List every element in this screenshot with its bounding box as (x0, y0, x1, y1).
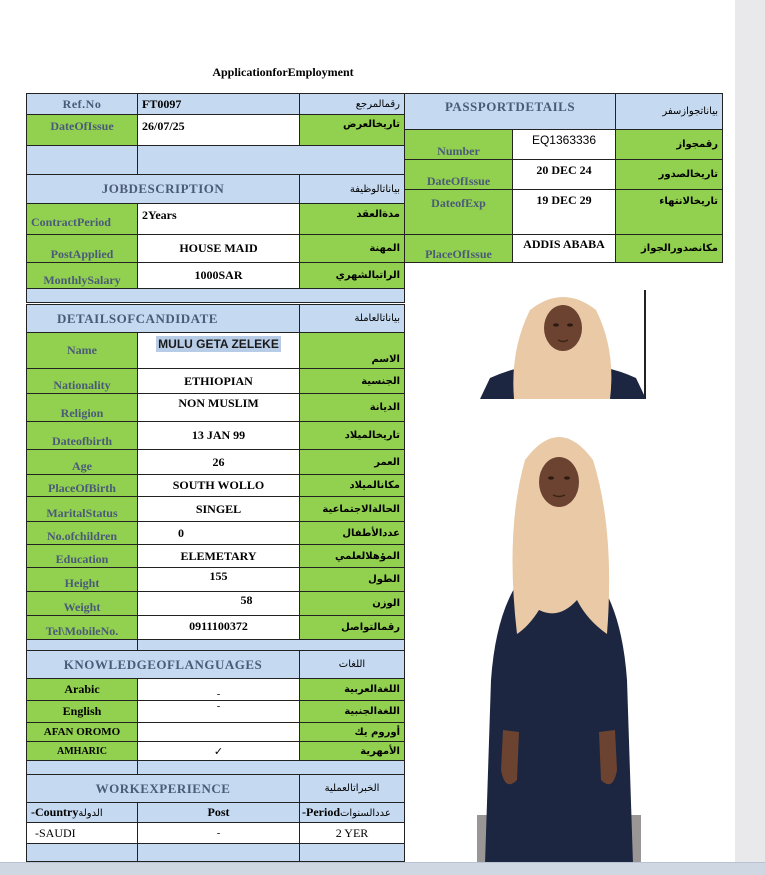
nationality-value: ETHIOPIAN (138, 369, 300, 394)
passport-number-label: Number (405, 130, 513, 160)
age-label-ar: العمر (300, 450, 405, 475)
height-value: 155 (138, 568, 300, 592)
marital-status-label: MaritalStatus (27, 497, 138, 522)
issue-label: DateOfIssue (27, 115, 138, 146)
phone-value: 0911100372 (138, 616, 300, 640)
height-label-ar: الطول (300, 568, 405, 592)
children-label-ar: عددالأطفال (300, 522, 405, 545)
candidate-header: DETAILSOFCANDIDATE (27, 305, 300, 333)
lang-arabic-label: Arabic (27, 679, 138, 701)
passport-expiry-value: 19 DEC 29 (513, 190, 616, 235)
name-label: Name (27, 333, 138, 369)
marital-status-label-ar: الحالةالاجتماعية (300, 497, 405, 522)
blank-cell (138, 146, 405, 175)
post-applied-value: HOUSE MAID (138, 235, 300, 263)
lang-amharic-check-icon: ✓ (138, 742, 300, 761)
passport-expiry-label: DateofExp (405, 190, 513, 235)
portrait-photo (480, 290, 646, 399)
issue-label-ar: تاريخالعرض (300, 115, 405, 146)
right-margin (735, 0, 765, 874)
work-header-ar: الخبراتالعملية (300, 775, 405, 803)
blank-cell (300, 844, 405, 862)
lang-english-value: - (138, 701, 300, 723)
ref-label-ar: رقمالمرجع (300, 94, 405, 115)
ref-value: FT0097 (138, 94, 300, 115)
work-post-value: - (138, 823, 300, 844)
place-of-birth-label-ar: مكانالميلاد (300, 475, 405, 497)
place-of-birth-label: PlaceOfBirth (27, 475, 138, 497)
lang-amharic-label: AMHARIC (27, 742, 138, 761)
passport-place-value: ADDIS ABABA (513, 235, 616, 263)
lang-oromo-label-ar: أوروم يك (300, 723, 405, 742)
job-table (26, 93, 405, 303)
work-period-value: 2 YER (300, 823, 405, 844)
passport-number-value: EQ1363336 (513, 130, 616, 160)
full-body-photo (477, 420, 641, 864)
lang-arabic-value: - (138, 679, 300, 701)
phone-label: Tel\MobileNo. (27, 616, 138, 640)
nationality-label: Nationality (27, 369, 138, 394)
candidate-header-ar: بياناتالعاملة (300, 305, 405, 333)
document-title: ApplicationforEmployment (212, 65, 354, 79)
monthly-salary-label-ar: الراتبالشهري (300, 263, 405, 289)
age-value: 26 (138, 450, 300, 475)
lang-arabic-label-ar: اللغةالعربية (300, 679, 405, 701)
contract-period-label: ContractPeriod (27, 204, 138, 235)
contract-period-label-ar: مدةالعقد (300, 204, 405, 235)
lang-english-label-ar: اللغةالجنبية (300, 701, 405, 723)
post-applied-label-ar: المهنة (300, 235, 405, 263)
work-table (26, 774, 405, 862)
phone-label-ar: رقمالتواصل (300, 616, 405, 640)
passport-header-ar: بياناتجوازسفر (616, 94, 723, 130)
contract-period-value: 2Years (138, 204, 300, 235)
languages-table (26, 650, 405, 775)
window-bottom-bar (0, 862, 765, 875)
religion-label-ar: الديانة (300, 394, 405, 422)
weight-label-ar: الوزن (300, 592, 405, 616)
passport-place-label: PlaceOfIssue (405, 235, 513, 263)
children-value: 0 (138, 522, 300, 545)
portrait-photo-image (480, 290, 646, 399)
dob-value: 13 JAN 99 (138, 422, 300, 450)
blank-cell (27, 844, 138, 862)
passport-header: PASSPORTDETAILS (405, 94, 616, 130)
passport-number-label-ar: رقمجواز (616, 130, 723, 160)
lang-amharic-label-ar: الأمهرية (300, 742, 405, 761)
passport-table (404, 93, 723, 263)
work-country-value: -SAUDI (27, 823, 138, 844)
passport-issue-value: 20 DEC 24 (513, 160, 616, 190)
weight-label: Weight (27, 592, 138, 616)
education-label: Education (27, 545, 138, 568)
issue-value: 26/07/25 (138, 115, 300, 146)
languages-header: KNOWLEDGEOFLANGUAGES (27, 651, 300, 679)
blank-cell (27, 146, 138, 175)
marital-status-value: SINGEL (138, 497, 300, 522)
col-country-label-ar: الدولة (78, 808, 103, 819)
blank-cell (138, 844, 300, 862)
blank-cell (138, 761, 405, 775)
blank-cell (27, 761, 138, 775)
dob-label: Dateofbirth (27, 422, 138, 450)
children-label: No.ofchildren (27, 522, 138, 545)
col-post-label: Post (138, 803, 300, 823)
passport-expiry-label-ar: تاريخالانتهاء (616, 190, 723, 235)
blank-cell (27, 289, 405, 303)
lang-oromo-label: AFAN OROMO (27, 723, 138, 742)
lang-oromo-value (138, 723, 300, 742)
col-country-label: -Country (31, 805, 79, 819)
education-value: ELEMETARY (138, 545, 300, 568)
passport-issue-label: DateOfIssue (405, 160, 513, 190)
age-label: Age (27, 450, 138, 475)
monthly-salary-label: MonthlySalary (27, 263, 138, 289)
name-value: MULU GETA ZELEKE (158, 337, 279, 351)
monthly-salary-value: 1000SAR (138, 263, 300, 289)
full-body-photo-image (477, 420, 641, 864)
weight-value: 58 (138, 592, 300, 616)
passport-place-label-ar: مكانصدورالجواز (616, 235, 723, 263)
place-of-birth-value: SOUTH WOLLO (138, 475, 300, 497)
name-label-ar: الاسم (300, 333, 405, 369)
height-label: Height (27, 568, 138, 592)
col-period-label: -Period (302, 805, 341, 819)
education-label-ar: المؤهلالعلمي (300, 545, 405, 568)
post-applied-label: PostApplied (27, 235, 138, 263)
passport-issue-label-ar: تاريخالصدور (616, 160, 723, 190)
ref-label: Ref.No (27, 94, 138, 115)
dob-label-ar: تاريخالميلاد (300, 422, 405, 450)
nationality-label-ar: الجنسية (300, 369, 405, 394)
religion-label: Religion (27, 394, 138, 422)
religion-value: NON MUSLIM (138, 394, 300, 422)
lang-english-label: English (27, 701, 138, 723)
work-header: WORKEXPERIENCE (27, 775, 300, 803)
job-header-ar: بياناتالوظيفة (300, 175, 405, 204)
candidate-table (26, 304, 405, 655)
col-period-label-ar: عددالسنوات (340, 808, 391, 819)
languages-header-ar: اللغات (300, 651, 405, 679)
job-header: JOBDESCRIPTION (27, 175, 300, 204)
